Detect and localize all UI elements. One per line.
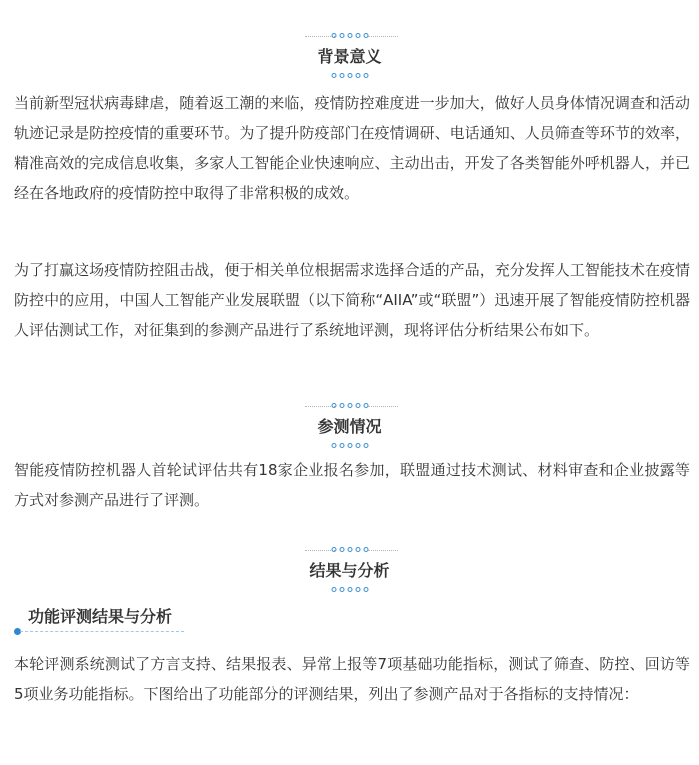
decorative-dots-top — [0, 33, 699, 41]
dashed-underline — [20, 631, 184, 632]
section-header-background — [0, 33, 699, 81]
section-title: 结果与分析 — [309, 561, 390, 580]
section-header-results — [0, 547, 699, 595]
section-header-participation — [0, 403, 699, 451]
decorative-dots-bottom — [0, 443, 699, 451]
paragraph-results: 本轮评测系统测试了方言支持、结果报表、异常上报等7项基础功能指标，测试了筛查、防控、回访等5项业务功能指标。下图给出了功能部分的评测结果，列出了参测产品对于各指标的支持情况： — [14, 655, 690, 703]
decorative-dots-top — [0, 403, 699, 411]
section-title: 参测情况 — [317, 417, 382, 436]
subheading-function-results — [14, 603, 189, 639]
decorative-dots-top — [0, 547, 699, 555]
section-title: 背景意义 — [317, 47, 382, 66]
decorative-dots-bottom — [0, 73, 699, 81]
paragraph-background-1: 当前新型冠状病毒肆虐，随着返工潮的来临，疫情防控难度进一步加大，做好人员身体情况调查和活动轨迹记录是防控疫情的重要环节。为了提升防疫部门在疫情调研、电话通知、人员筛查等环节的效率，精准高效的完成信息收集，多家人工智能企业快速响应、主动出击，开发了各类智能外呼机器人，并已经在各地政府的疫情防控中取得了非常积极的成效。 — [14, 94, 690, 202]
subheading-title: 功能评测结果与分析 — [28, 607, 173, 626]
decorative-dots-bottom — [0, 587, 699, 595]
paragraph-participation: 智能疫情防控机器人首轮试评估共有18家企业报名参加，联盟通过技术测试、材料审查和企业披露等方式对参测产品进行了评测。 — [14, 461, 690, 509]
paragraph-background-2: 为了打赢这场疫情防控阻击战，便于相关单位根据需求选择合适的产品，充分发挥人工智能技术在疫情防控中的应用，中国人工智能产业发展联盟（以下简称“AIIA”或“联盟”）迅速开展了智能疫情防控机器人评估测试工作，对征集到的参测产品进行了系统地评测，现将评估分析结果公布如下。 — [14, 261, 690, 339]
